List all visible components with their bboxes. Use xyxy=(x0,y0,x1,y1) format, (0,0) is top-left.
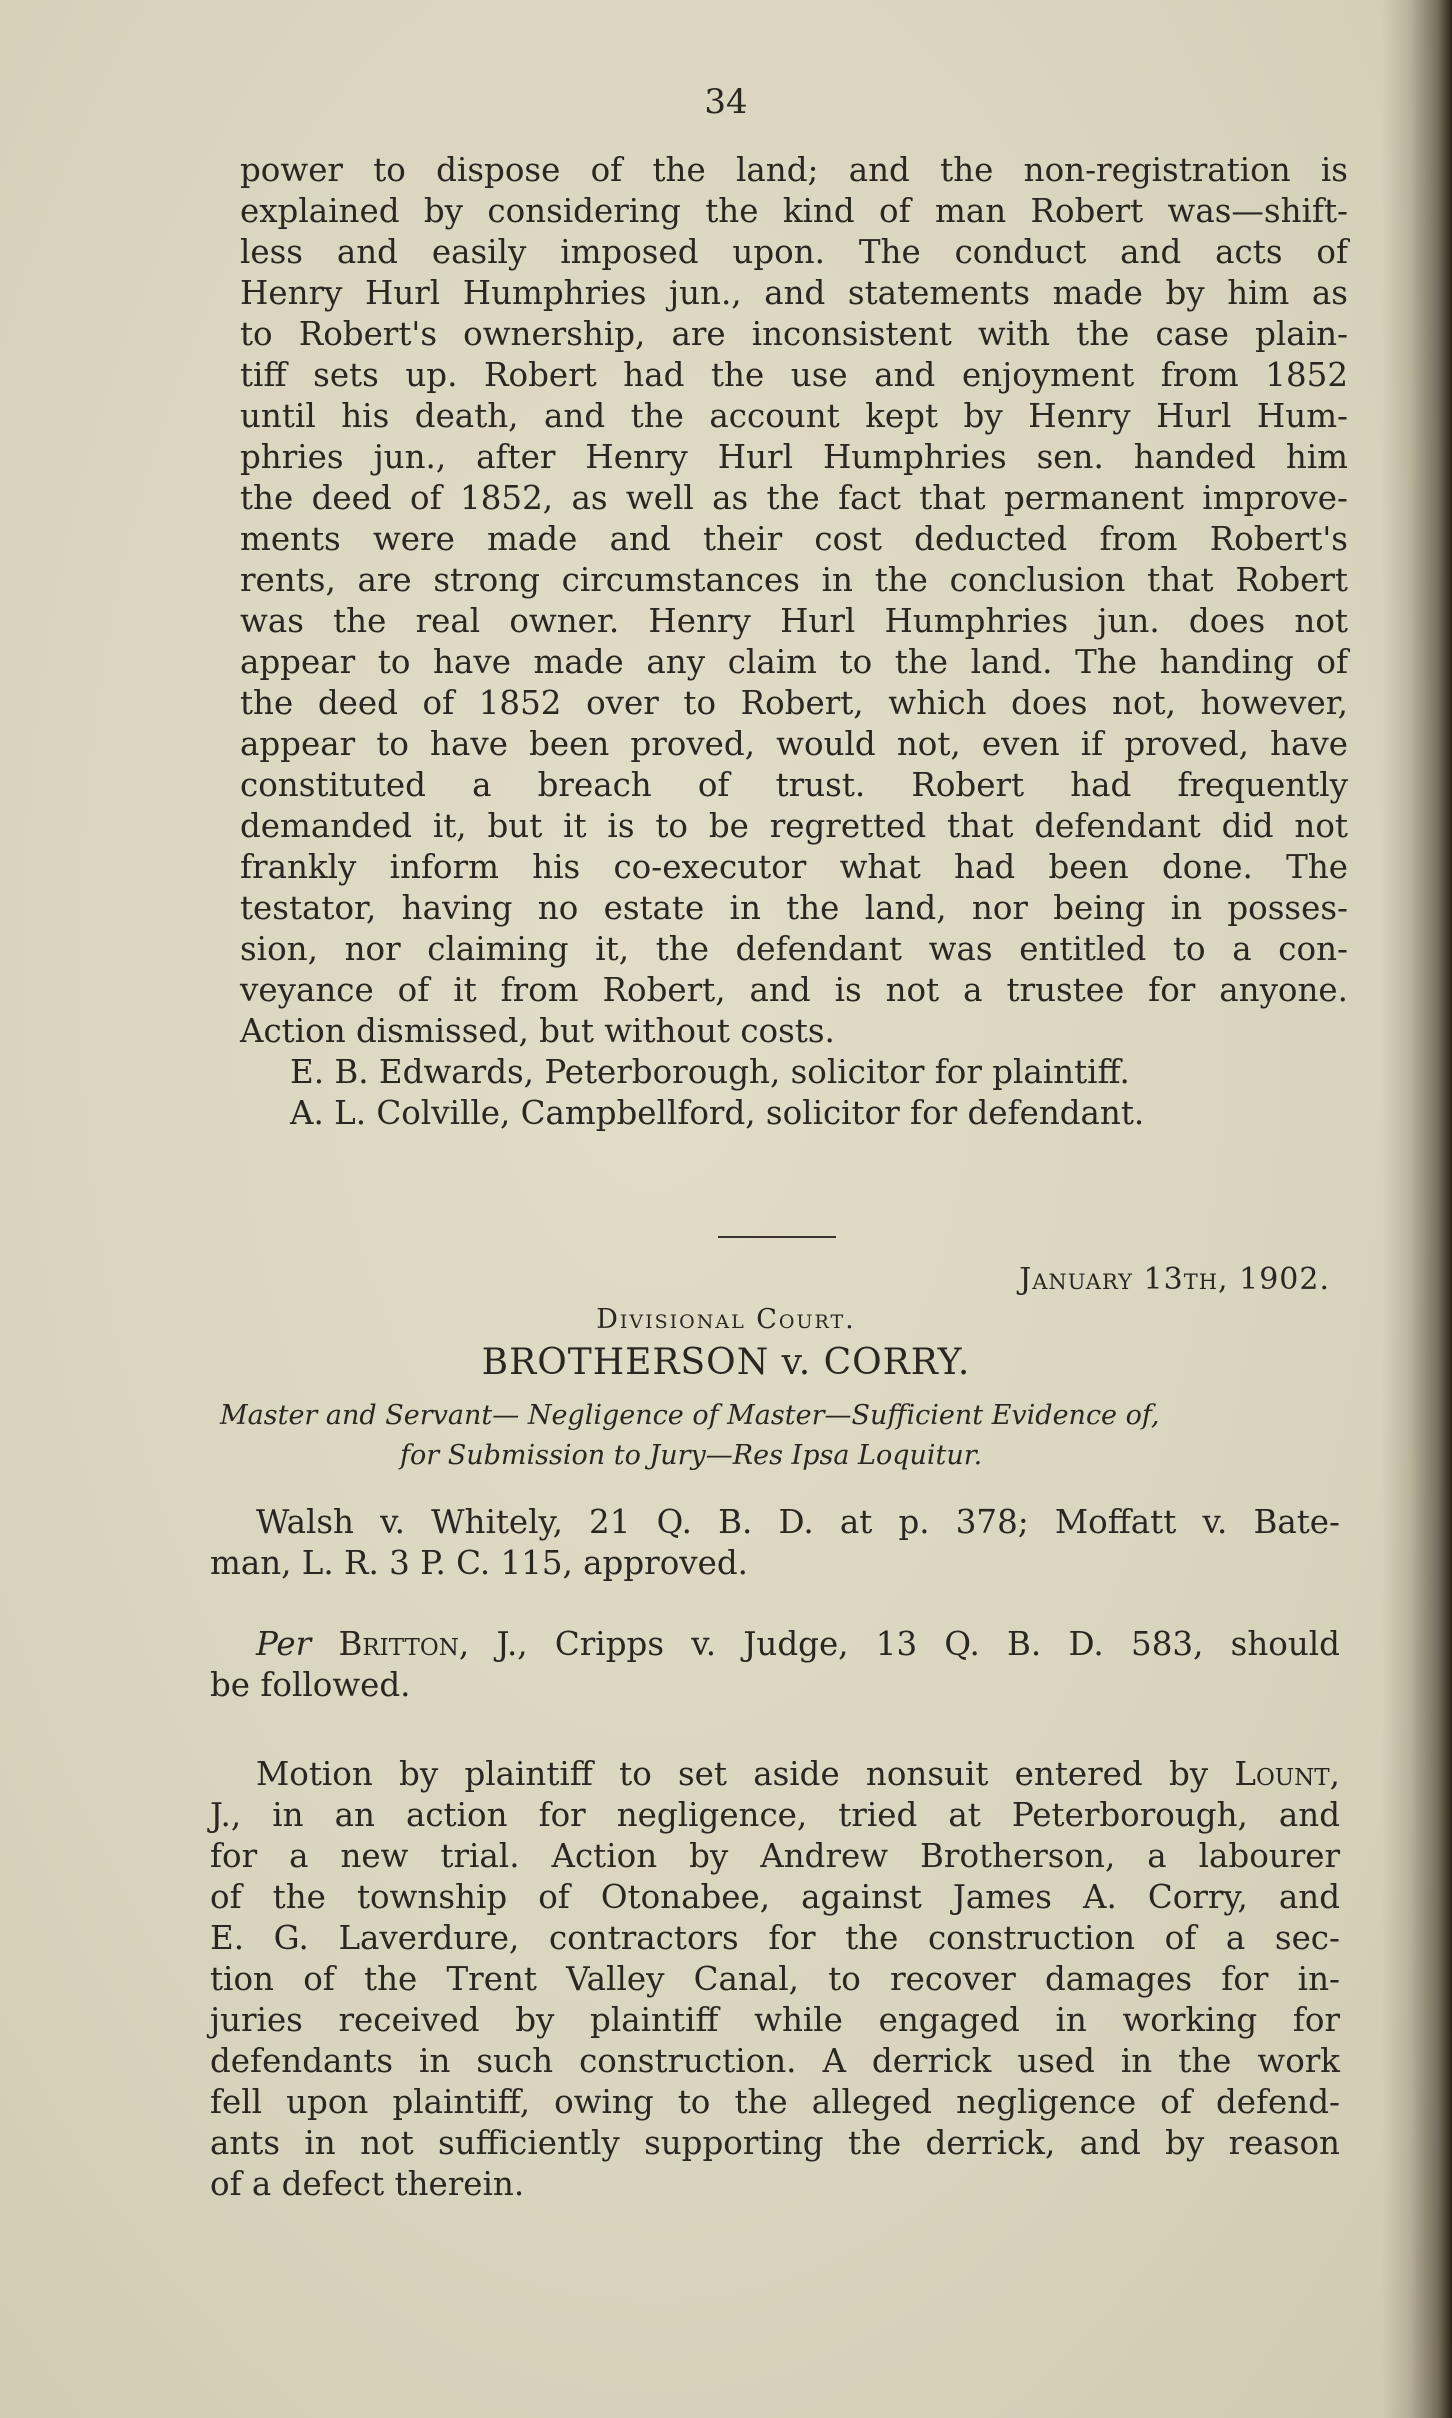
text-line: tiff sets up. Robert had the use and enjoyment from 1852 xyxy=(240,356,1348,394)
headnote xyxy=(220,1396,1336,1476)
motion-line xyxy=(210,1754,1340,1795)
book-spine-shadow xyxy=(1382,0,1452,2418)
holding-line: Walsh v. Whitely, 21 Q. B. D. at p. 378; Moffatt v. Bate- xyxy=(256,1503,1340,1541)
court-name: Divisional Court. xyxy=(596,1304,856,1335)
text-line: to Robert's ownership, are inconsistent with the case plain- xyxy=(240,315,1348,353)
text-line: power to dispose of the land; and the non-registration is xyxy=(240,151,1348,189)
motion-line: tion of the Trent Valley Canal, to recover damages for in- xyxy=(210,1960,1340,1998)
headnote-line: Master and Servant— Negligence of Master—Sufficient Evidence of, xyxy=(220,1400,1160,1431)
paragraph-gap xyxy=(210,1584,1340,1624)
motion-line: for a new trial. Action by Andrew Brotherson, a labourer xyxy=(210,1837,1340,1875)
holding-text: , J., Cripps v. Judge, 13 Q. B. D. 583, should xyxy=(458,1625,1340,1663)
text-line: appear to have been proved, would not, even if proved, have xyxy=(240,725,1348,763)
text-line: appear to have made any claim to the land. The handing of xyxy=(240,643,1348,681)
headnote-line: for Submission to Jury—Res Ipsa Loquitur. xyxy=(400,1440,983,1471)
text-line: frankly inform his co-executor what had been done. The xyxy=(240,848,1348,886)
text-line: less and easily imposed upon. The conduct and acts of xyxy=(240,233,1348,271)
text-line: explained by considering the kind of man Robert was—shift- xyxy=(240,192,1348,230)
text-line: demanded it, but it is to be regretted that defendant did not xyxy=(240,807,1348,845)
text-line: Action dismissed, but without costs. xyxy=(240,1012,835,1050)
paragraph-gap xyxy=(210,1706,1340,1754)
holding-line xyxy=(210,1624,1340,1665)
motion-line: ants in not sufficiently supporting the derrick, and by reason xyxy=(210,2124,1340,2162)
motion-line: juries received by plaintiff while engaged in working for xyxy=(210,2001,1340,2039)
judge-name: Lount xyxy=(1234,1755,1330,1793)
text-line: testator, having no estate in the land, nor being in posses- xyxy=(240,889,1348,927)
text-line: phries jun., after Henry Hurl Humphries sen. handed him xyxy=(240,438,1348,476)
motion-line: E. G. Laverdure, contractors for the construction of a sec- xyxy=(210,1919,1340,1957)
motion-line: fell upon plaintiff, owing to the alleged negligence of defend- xyxy=(210,2083,1340,2121)
motion-line: defendants in such construction. A derrick used in the work xyxy=(210,2042,1340,2080)
text-line: until his death, and the account kept by Henry Hurl Hum- xyxy=(240,397,1348,435)
motion-line: J., in an action for negligence, tried at Peterborough, and xyxy=(210,1796,1340,1834)
text-line: veyance of it from Robert, and is not a trustee for anyone. xyxy=(240,971,1348,1009)
judgment-continuation xyxy=(240,150,1348,1134)
case-title: BROTHERSON v. CORRY. xyxy=(481,1342,971,1383)
text-line: sion, nor claiming it, the defendant was entitled to a con- xyxy=(240,930,1348,968)
plaintiff-solicitor: E. B. Edwards, Peterborough, solicitor for plaintiff. xyxy=(290,1053,1130,1091)
motion-line: of the township of Otonabee, against James A. Corry, and xyxy=(210,1878,1340,1916)
motion-line: of a defect therein. xyxy=(210,2165,525,2203)
defendant-solicitor: A. L. Colville, Campbellford, solicitor for defendant. xyxy=(290,1094,1145,1132)
case-holdings xyxy=(210,1502,1340,2205)
motion-text: Motion by plaintiff to set aside nonsuit entered by xyxy=(256,1755,1235,1793)
holding-line: man, L. R. 3 P. C. 115, approved. xyxy=(210,1544,748,1582)
holding-line: be followed. xyxy=(210,1666,411,1704)
motion-text: , xyxy=(1329,1755,1340,1793)
text-line: the deed of 1852, as well as the fact that permanent improve- xyxy=(240,479,1348,517)
text-line: the deed of 1852 over to Robert, which does not, however, xyxy=(240,684,1348,722)
section-divider xyxy=(718,1236,836,1238)
text-line: rents, are strong circumstances in the conclusion that Robert xyxy=(240,561,1348,599)
page-number: 34 xyxy=(704,82,748,122)
text-line: was the real owner. Henry Hurl Humphries jun. does not xyxy=(240,602,1348,640)
text-line: constituted a breach of trust. Robert had frequently xyxy=(240,766,1348,804)
text-line: Henry Hurl Humphries jun., and statements made by him as xyxy=(240,274,1348,312)
text-line: ments were made and their cost deducted from Robert's xyxy=(240,520,1348,558)
judge-name: Britton xyxy=(338,1625,459,1663)
per-prefix: Per xyxy=(256,1625,312,1663)
judgment-date: January 13th, 1902. xyxy=(1019,1262,1330,1297)
